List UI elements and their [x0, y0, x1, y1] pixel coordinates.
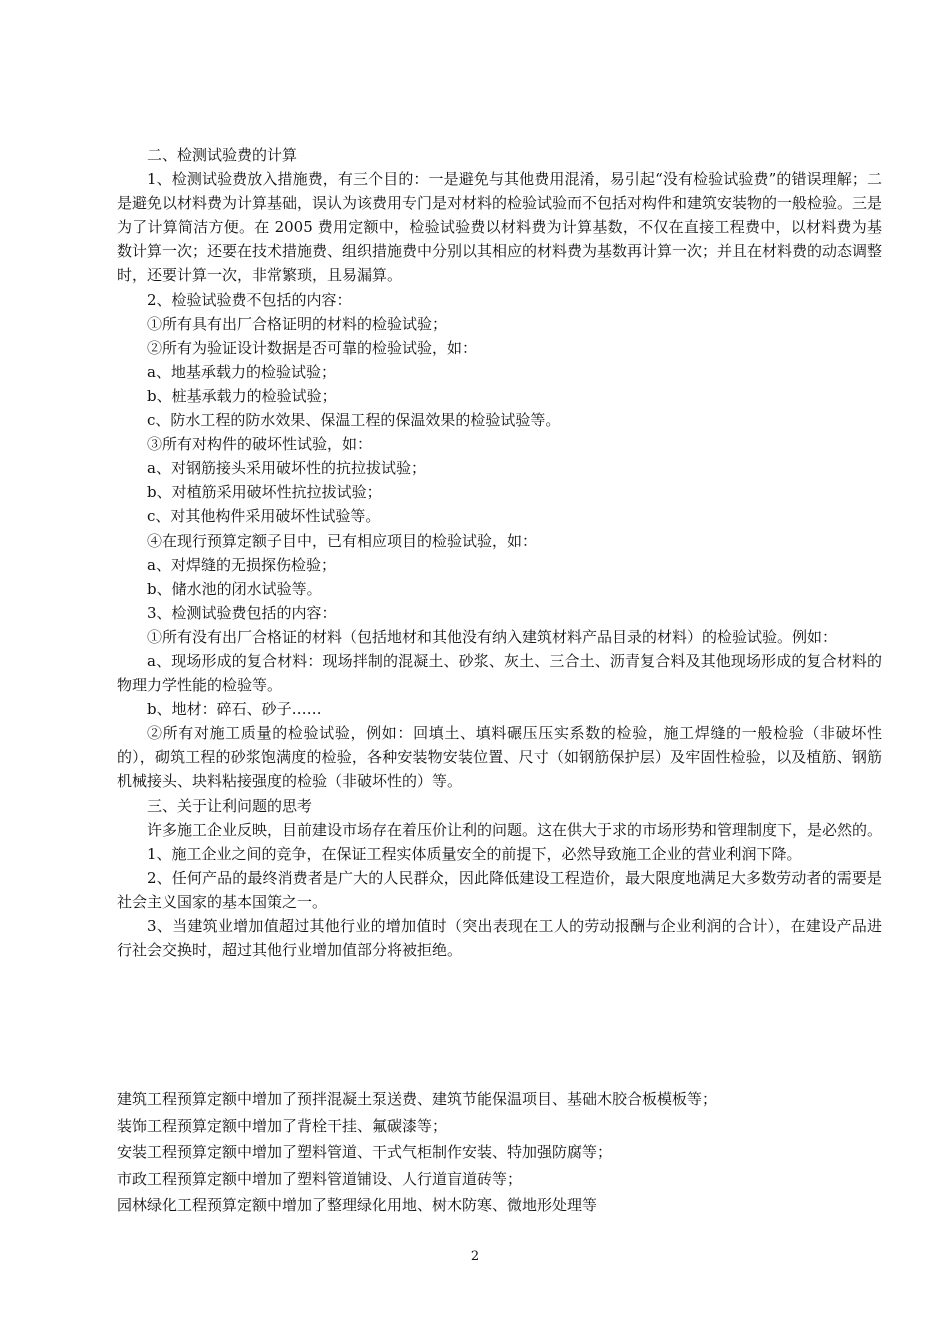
list-item: b、储水池的闭水试验等。: [147, 579, 322, 598]
paragraph: 2、检验试验费不包括的内容：: [147, 290, 352, 309]
section-heading-testing-fee: 二、检测试验费的计算: [147, 146, 298, 164]
list-item: ①所有具有出厂合格证明的材料的检验试验；: [147, 314, 448, 333]
list-item: a、对钢筋接头采用破坏性的抗拉拔试验；: [147, 459, 426, 478]
list-item: b、对植筋采用破坏性抗拉拔试验；: [147, 483, 382, 502]
section-heading-profit-concession: 三、关于让利问题的思考: [147, 796, 313, 815]
document-body: [117, 143, 882, 962]
paragraph: 2、任何产品的最终消费者是广大的人民群众，因此降低建设工程造价，最大限度地满足大多数劳动者的需要是社会主义国家的基本国策之一。: [117, 868, 882, 911]
appendix-line: 安装工程预算定额中增加了塑料管道、干式气柜制作安装、特加强防腐等；: [117, 1143, 613, 1161]
paragraph: 1、检测试验费放入措施费，有三个目的：一是避免与其他费用混淆，易引起“没有检验试验费”的错误理解；二是避免以材料费为计算基础，误认为该费用专门是对材料的检验试验而不包括对构件和建筑安装物的一般检验。三是为了计算简洁方便。在 2005 费用定额中，检验试验费以材料费为计算基数，不仅在直接工程费中，以材料费为基数计算一次；还要在技术措施费、组织措施费中分别以其相应的材料费为基数再计算一次；并且在材料费的动态调整时，还要计算一次，非常繁琐，且易漏算。: [117, 170, 883, 285]
appendix-line: 装饰工程预算定额中增加了背栓干挂、氟碳漆等；: [117, 1116, 448, 1135]
list-item: b、桩基承载力的检验试验；: [147, 386, 337, 405]
list-item: a、地基承载力的检验试验；: [147, 362, 336, 381]
paragraph: 3、检测试验费包括的内容：: [147, 603, 337, 622]
appendix-line: 园林绿化工程预算定额中增加了整理绿化用地、树木防寒、微地形处理等: [117, 1196, 598, 1214]
list-item: a、对焊缝的无损探伤检验；: [147, 555, 336, 574]
paragraph: ①所有没有出厂合格证的材料（包括地材和其他没有纳入建筑材料产品目录的材料）的检验试验。例如：: [147, 627, 838, 646]
paragraph: ②所有对施工质量的检验试验，例如：回填土、填料碾压压实系数的检验，施工焊缝的一般检验（非破坏性的），砌筑工程的砂浆饱满度的检验，各种安装物安装位置、尺寸（如钢筋保护层）及牢固性检验，以及植筋、钢筋机械接头、块料粘接强度的检验（非破坏性的）等。: [117, 724, 882, 791]
list-item: c、对其他构件采用破坏性试验等。: [147, 507, 381, 526]
paragraph: 1、施工企业之间的竞争，在保证工程实体质量安全的前提下，必然导致施工企业的营业利润下降。: [147, 844, 802, 863]
appendix-line: 市政工程预算定额中增加了塑料管道铺设、人行道盲道砖等；: [117, 1169, 523, 1188]
page-number: 2: [470, 1249, 480, 1264]
list-item: ②所有为验证设计数据是否可靠的检验试验，如：: [147, 338, 478, 357]
list-item: ④在现行预算定额子目中，已有相应项目的检验试验，如：: [147, 531, 538, 550]
quota-additions-list: [117, 1086, 882, 1219]
paragraph: 许多施工企业反映，目前建设市场存在着压价让利的问题。这在供大于求的市场形势和管理制度下，是必然的。: [147, 820, 883, 839]
list-item: b、地材：碎石、砂子……: [147, 700, 322, 719]
appendix-line: 建筑工程预算定额中增加了预拌混凝土泵送费、建筑节能保温项目、基础木胶合板模板等；: [117, 1090, 718, 1108]
list-item: ③所有对构件的破坏性试验，如：: [147, 435, 373, 454]
paragraph: 3、当建筑业增加值超过其他行业的增加值时（突出表现在工人的劳动报酬与企业利润的合计），在建设产品进行社会交换时，超过其他行业增加值部分将被拒绝。: [117, 917, 882, 960]
paragraph: a、现场形成的复合材料：现场拌制的混凝土、砂浆、灰土、三合土、沥青复合料及其他现场形成的复合材料的物理力学性能的检验等。: [117, 651, 882, 695]
list-item: c、防水工程的防水效果、保温工程的保温效果的检验试验等。: [147, 411, 561, 430]
